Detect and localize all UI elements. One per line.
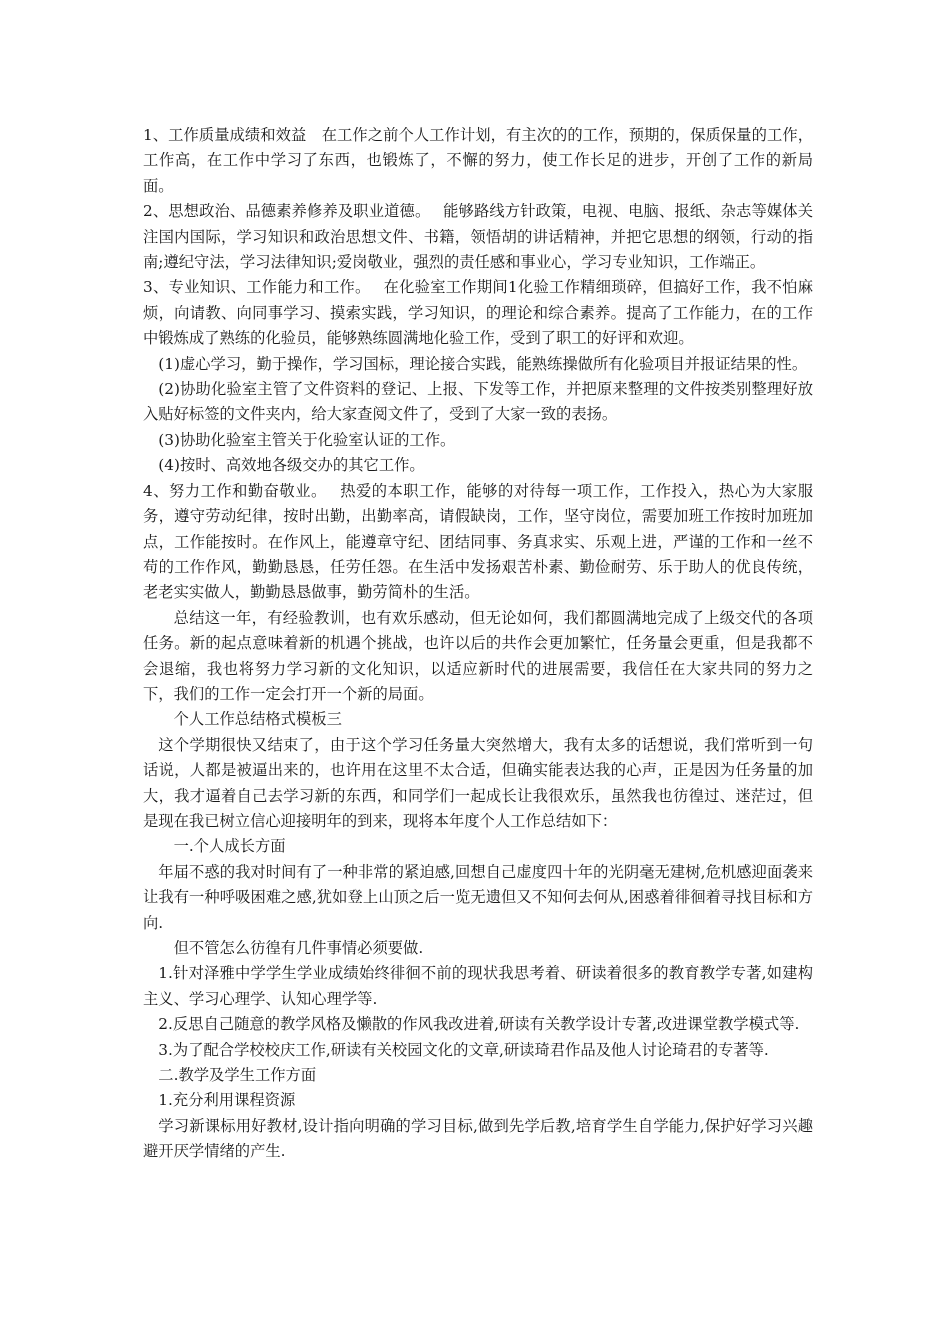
paragraph-list-3: 3.为了配合学校校庆工作,研读有关校园文化的文章,研读琦君作品及他人讨论琦君的专著等. bbox=[158, 1040, 769, 1059]
paragraph-list-1: 1.针对泽雅中学学生学业成绩始终徘徊不前的现状我思考着、研读着很多的教育教学专著,如建构主义、学习心理学、认知心理学等. bbox=[143, 964, 813, 1008]
paragraph-item-4: (4)按时、高效地各级交办的其它工作。 bbox=[158, 456, 425, 475]
paragraph-item-3: (3)协助化验室主管关于化验室认证的工作。 bbox=[158, 430, 456, 449]
paragraph-course-resources: 学习新课标用好教材,设计指向明确的学习目标,做到先学后教,培育学生自学能力,保护好学习兴趣避开厌学情绪的产生. bbox=[143, 1116, 813, 1161]
document-page bbox=[143, 123, 813, 1165]
paragraph-item-1: (1)虚心学习，勤于操作，学习国标，理论接合实践，能熟练操做所有化验项目并报证结果的性。 bbox=[158, 354, 808, 373]
template-heading: 个人工作总结格式模板三 bbox=[173, 710, 342, 729]
paragraph-growth: 年届不惑的我对时间有了一种非常的紧迫感,回想自己虚度四十年的光阴毫无建树,危机感迎面袭来让我有一种呼吸困难之感,犹如登上山顶之后一览无遗但又不知何去何从,困惑着徘徊着寻找目标和方向. bbox=[143, 862, 813, 932]
heading-course-resources: 1.充分利用课程资源 bbox=[158, 1091, 296, 1110]
paragraph-section-4: 4、努力工作和勤奋敬业。 热爱的本职工作，能够的对待每一项工作，工作投入，热心为大家服务，遵守劳动纪律，按时出勤，出勤率高，请假缺岗，工作，坚守岗位，需要加班工作按时加班加点，工作能按时。在作风上，能遵章守纪、团结同事、务真求实、乐观上进，严谨的工作和一丝不苟的工作作风，勤勤恳恳，任劳任怨。在生活中发扬艰苦朴素、勤俭耐劳、乐于助人的优良传统，老老实实做人，勤勤恳恳做事，勤劳简朴的生活。 bbox=[143, 481, 813, 602]
paragraph-section-1: 1、工作质量成绩和效益 在工作之前个人工作计划，有主次的的工作，预期的，保质保量的工作，工作高，在工作中学习了东西，也锻炼了，不懈的努力，使工作长足的进步，开创了工作的新局面。 bbox=[143, 126, 813, 195]
paragraph-section-3: 3、专业知识、工作能力和工作。 在化验室工作期间1化验工作精细琐碎，但搞好工作，我不怕麻烦，向请教、向同事学习、摸索实践，学习知识，的理论和综合素养。提高了工作能力，在的工作中锻炼成了熟练的化验员，能够熟练圆满地化验工作，受到了职工的好评和欢迎。 bbox=[143, 278, 813, 348]
paragraph-list-2: 2.反思自己随意的教学风格及懒散的作风我改进着,研读有关教学设计专著,改进课堂教学模式等. bbox=[158, 1015, 800, 1034]
paragraph-section-2: 2、思想政治、品德素养修养及职业道德。 能够路线方针政策，电视、电脑、报纸、杂志等媒体关注国内国际，学习知识和政治思想文件、书籍，领悟胡的讲话精神，并把它思想的纲领，行动的指南;遵纪守法，学习法律知识;爱岗敬业，强烈的责任感和事业心，学习专业知识，工作端正。 bbox=[143, 202, 813, 272]
heading-teaching: 二.教学及学生工作方面 bbox=[158, 1066, 317, 1085]
paragraph-intro: 这个学期很快又结束了，由于这个学习任务量大突然增大，我有太多的话想说，我们常听到一句话说，人都是被逼出来的，也许用在这里不太合适，但确实能表达我的心声，正是因为任务量的加大，我才逼着自己去学习新的东西，和同学们一起成长让我很欢乐，虽然我也彷徨过、迷茫过，但是现在我已树立信心迎接明年的到来，现将本年度个人工作总结如下： bbox=[143, 735, 813, 830]
paragraph-must-do: 但不管怎么彷徨有几件事情必须要做. bbox=[173, 939, 424, 957]
paragraph-summary: 总结这一年，有经验教训，也有欢乐感动，但无论如何，我们都圆满地完成了上级交代的各项任务。新的起点意味着新的机遇个挑战，也许以后的共作会更加繁忙，任务量会更重，但是我都不会退缩，我也将努力学习新的文化知识，以适应新时代的进展需要，我信任在大家共同的努力之下，我们的工作一定会打开一个新的局面。 bbox=[143, 608, 813, 703]
paragraph-item-2: (2)协助化验室主管了文件资料的登记、上报、下发等工作，并把原来整理的文件按类别整理好放入贴好标签的文件夹内，给大家查阅文件了，受到了大家一致的表扬。 bbox=[143, 380, 813, 424]
heading-personal-growth: 一.个人成长方面 bbox=[173, 837, 286, 856]
